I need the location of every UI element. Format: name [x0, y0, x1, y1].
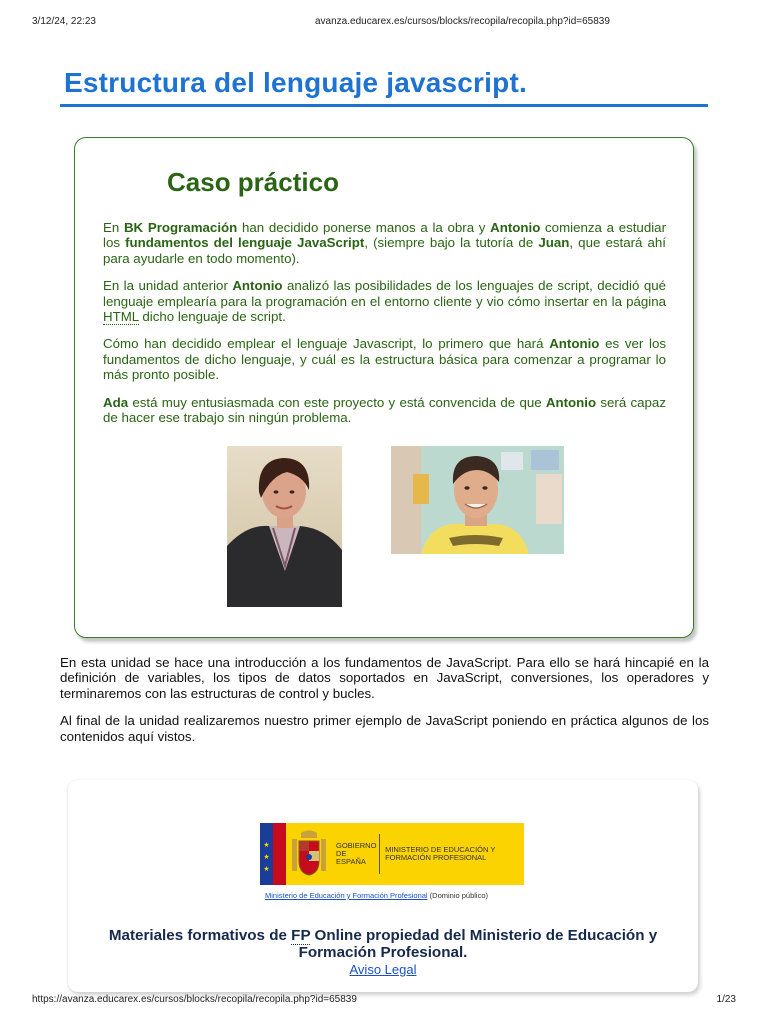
eu-stars-icon [260, 823, 273, 885]
legal-notice-link[interactable]: Aviso Legal [349, 962, 417, 977]
page-title: Estructura del lenguaje javascript. [64, 67, 527, 98]
svg-text:★: ★ [263, 853, 270, 861]
print-footer [32, 994, 736, 1008]
title-underline [60, 104, 708, 107]
ministry-link[interactable]: Ministerio de Educación y Formación Profesional [265, 891, 428, 900]
coat-of-arms-icon [286, 823, 332, 885]
credits-box [68, 780, 698, 992]
fp-abbreviation[interactable]: FP [291, 927, 311, 944]
case-practice-text [103, 220, 666, 437]
print-header-url: avanza.educarex.es/cursos/blocks/recopila/recopila.php?id=65839 [315, 16, 610, 27]
intro-paragraph-2: Al final de la unidad realizaremos nuestro primer ejemplo de JavaScript poniendo en práctica algunos de los contenidos aquí vistos. [60, 713, 709, 744]
svg-text:★: ★ [263, 841, 270, 849]
eu-flag-stripe [260, 823, 286, 885]
case-paragraph-2: En la unidad anterior Antonio analizó las posibilidades de los lenguajes de script, decidió qué lenguaje emplearía para la programación en el entorno cliente y vio cómo insertar en la página HTML dicho lenguaje de script. [103, 278, 667, 325]
print-header [32, 16, 736, 30]
intro-paragraph-1: En esta unidad se hace una introducción a los fundamentos de JavaScript. Para ello se hará hincapié en la definición de variables, los tipos de datos soportados en JavaScript, conversiones, los operadores y terminaremos con las estructuras de control y bucles. [60, 655, 709, 701]
page-counter: 1/23 [716, 994, 736, 1005]
case-practice-heading: Caso práctico [167, 167, 339, 197]
ministry-text: MINISTERIO DE EDUCACIÓN Y FORMACIÓN PROFESIONAL [385, 845, 496, 862]
case-practice-box [74, 137, 694, 638]
case-paragraph-3: Cómo han decidido emplear el lenguaje Javascript, lo primero que hará Antonio es ver los fundamentos de dicho lenguaje, y cuál es la estructura básica para comenzar a programar lo más pronto posible. [103, 336, 666, 383]
logo-divider [379, 834, 380, 874]
materials-ownership-text: Materiales formativos de FP Online propiedad del Ministerio de Educación y Formación Profesional. [108, 927, 658, 961]
print-date: 3/12/24, 22:23 [32, 16, 96, 27]
print-footer-url: https://avanza.educarex.es/cursos/blocks/recopila/recopila.php?id=65839 [32, 994, 357, 1005]
unit-introduction [60, 655, 709, 756]
government-text: GOBIERNO DE ESPAÑA [336, 841, 377, 866]
svg-text:★: ★ [263, 865, 270, 873]
ada-photo [227, 446, 342, 607]
case-paragraph-4: Ada está muy entusiasmada con este proyecto y está convencida de que Antonio será capaz de hacer ese trabajo sin ningún problema. [103, 394, 666, 426]
logo-caption: Ministerio de Educación y Formación Profesional (Dominio público) [265, 891, 489, 900]
ministry-logo-banner [260, 823, 524, 885]
logo-yellow-panel [286, 823, 524, 885]
html-abbreviation[interactable]: HTML [103, 309, 139, 325]
antonio-photo [391, 446, 564, 554]
case-paragraph-1: En BK Programación han decidido ponerse manos a la obra y Antonio comienza a estudiar los fundamentos del lenguaje JavaScript, (siempre bajo la tutoría de Juan, que estará ahí para ayudarle en todo momento). [103, 220, 667, 266]
